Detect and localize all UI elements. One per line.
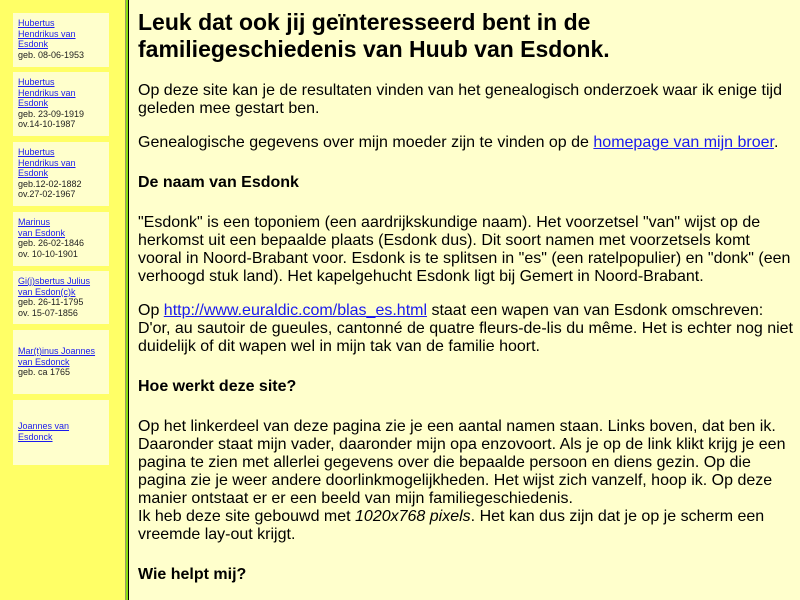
person-card (13, 72, 109, 136)
birth-date: geb. 08-06-1953 (18, 49, 85, 60)
how-paragraph: Op het linkerdeel van deze pagina zie je een aantal namen staan. Links boven, dat ben ik. Daaronder staat mijn vader, daaronder mijn opa enzovoort. Als je op de link klikt krijg je een pagina te zien met allerlei gegevens over die bepaalde persoon en diens gezin. Op die pagina zie je weer andere doorlinkmogelijkheden. Het wijst zich vanzelf, hoop ik. Op deze manier ontstaat er er een beeld van mijn familiegeschiedenis. (138, 418, 786, 507)
text: . Het kan dus zijn dat je op je scherm een vreemde lay-out krijgt. (138, 508, 765, 543)
divider (128, 0, 129, 600)
person-link[interactable] (18, 217, 109, 238)
mother-paragraph (138, 134, 793, 152)
person-name: van Esdonk (18, 227, 66, 238)
text: Op (138, 302, 164, 319)
birth-date: geb.12-02-1882 (18, 178, 82, 189)
text: staat een wapen van van Esdonk omschreven: D'or, au sautoir de gueules, cantonné de quatre fleurs-de-lis du même. Het is echter nog niet duidelijk of dit wapen wel in mijn tak van de familie hoort. (138, 302, 793, 355)
death-date: ov. 15-07-1856 (18, 307, 78, 318)
birth-date: geb. 23-09-1919 (18, 108, 85, 119)
death-date: ov.27-02-1967 (18, 189, 76, 199)
person-name: Hubertus (18, 77, 55, 87)
brother-homepage-link[interactable]: homepage van mijn broer (593, 134, 774, 151)
resolution-paragraph (138, 508, 793, 544)
person-card (13, 212, 109, 266)
person-link[interactable] (18, 276, 109, 297)
mother-end: . (773, 134, 779, 151)
euraldic-link[interactable]: http://www.euraldic.com/blas_es.html (163, 302, 428, 319)
page-title (138, 9, 793, 63)
person-card (13, 271, 109, 324)
person-card (13, 330, 109, 394)
person-link[interactable] (18, 77, 109, 109)
person-name: Esdonk (18, 168, 49, 178)
main-content (138, 0, 793, 584)
mother-text: Genealogische gegevens over mijn moeder zijn te vinden op de (138, 134, 594, 151)
person-name: Mar(t)inus Joannes (18, 346, 96, 356)
text: Ik heb deze site gebouwd met (138, 508, 356, 525)
person-link[interactable] (18, 18, 109, 50)
person-name: Marinus (18, 217, 51, 227)
coat-of-arms-paragraph (138, 302, 793, 356)
person-name: van Esdonck (18, 356, 70, 367)
person-name: Esdonck (18, 431, 53, 442)
person-link[interactable] (18, 346, 109, 367)
person-name: Hubertus (18, 147, 55, 157)
person-name: Hendrikus van (18, 157, 76, 168)
person-name: Esdonk (18, 39, 49, 49)
resolution-text: 1020x768 pixels (355, 508, 471, 525)
person-link[interactable] (18, 421, 109, 442)
person-link[interactable] (18, 147, 109, 179)
birth-date: geb. 26-02-1846 (18, 238, 85, 248)
person-name: Gi(j)sbertus Julius (18, 276, 91, 286)
section-heading-how: Hoe werkt deze site? (138, 378, 297, 395)
birth-date: geb. ca 1765 (18, 367, 71, 377)
person-name: Esdonk (18, 98, 49, 108)
intro-paragraph: Op deze site kan je de resultaten vinden van het genealogisch onderzoek waar ik enige tijd geleden mee gestart ben. (138, 82, 782, 117)
name-paragraph: "Esdonk" is een toponiem (een aardrijkskundige naam). Het voorzetsel "van" wijst op de herkomst uit een bepaalde plaats (Esdonk dus). Dit soort namen met voorzetsels komt vooral in Noord-Brabant voor. Esdonk is te splitsen in "es" (een ratelpopulier) en "donk" (een verhoogd stuk land). Het kapelgehucht Esdonk ligt bij Gemert in Noord-Brabant. (138, 214, 791, 285)
person-name: Hendrikus van (18, 28, 76, 39)
section-heading-name: De naam van Esdonk (138, 174, 299, 191)
person-name: Hubertus (18, 18, 55, 28)
death-date: ov. 10-10-1901 (18, 248, 78, 259)
title-line: familiegeschiedenis van Huub van Esdonk. (138, 36, 610, 62)
section-heading-help: Wie helpt mij? (138, 566, 247, 583)
person-name: Hendrikus van (18, 87, 76, 98)
person-name: Joannes van (18, 421, 70, 431)
death-date: ov.14-10-1987 (18, 119, 76, 129)
person-name: van Esdon(c)k (18, 286, 76, 297)
title-line: Leuk dat ook jij geïnteresseerd bent in de (138, 9, 591, 35)
person-card (13, 400, 109, 465)
person-card (13, 142, 109, 206)
person-card (13, 13, 109, 67)
sidebar (0, 0, 125, 600)
birth-date: geb. 26-11-1795 (18, 297, 84, 307)
